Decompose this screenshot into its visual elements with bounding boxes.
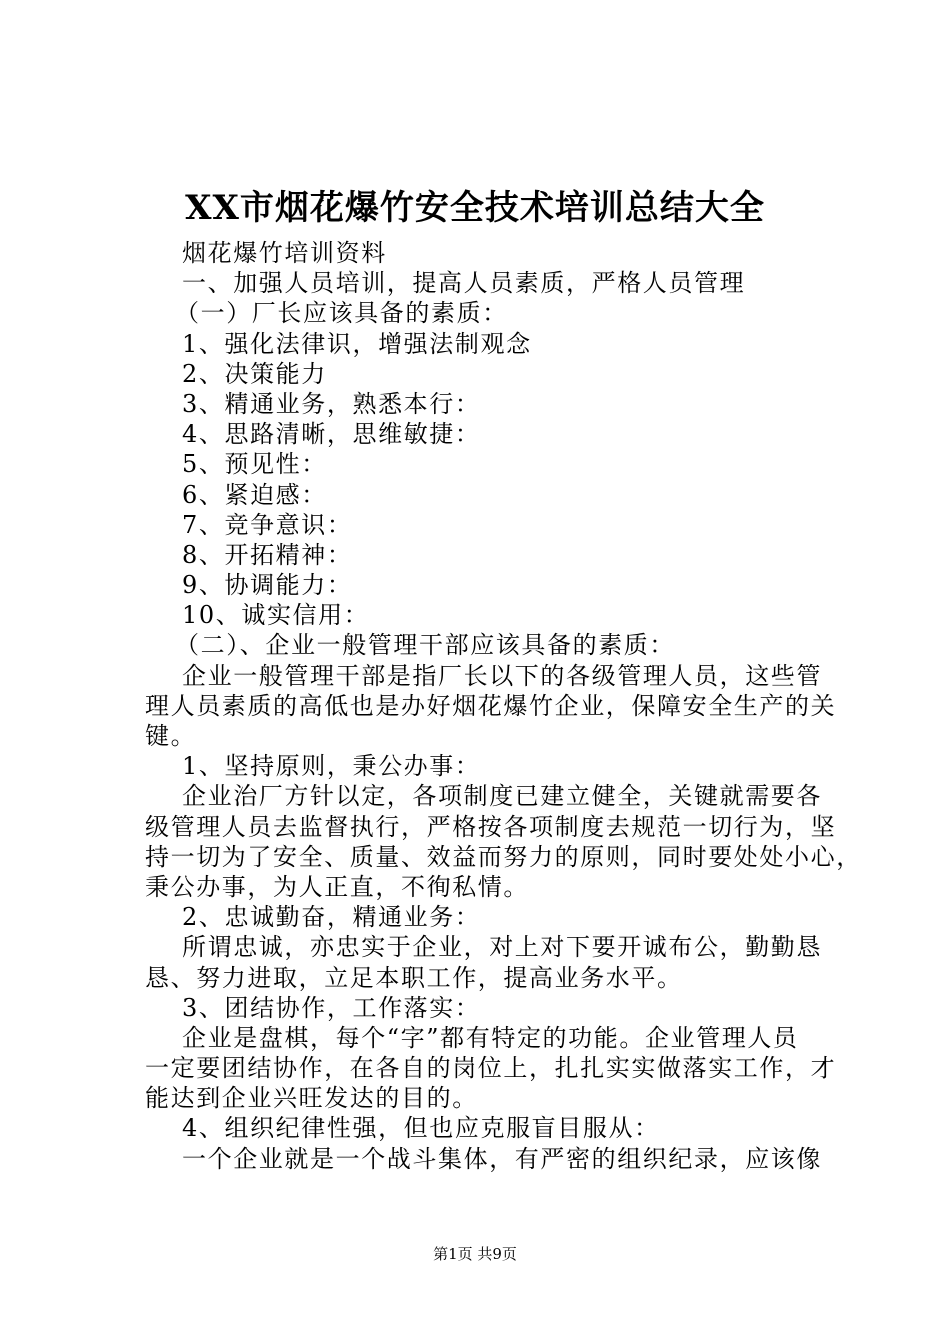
text-line: 键。 bbox=[145, 722, 197, 750]
text-line: 9、协调能力： bbox=[182, 571, 353, 600]
document-title: XX市烟花爆竹安全技术培训总结大全 bbox=[185, 188, 765, 228]
text-line: 8、开拓精神： bbox=[182, 540, 353, 569]
text-line: 企业一般管理干部是指厂长以下的各级管理人员，这些管 bbox=[182, 661, 822, 690]
text-line: 7、竞争意识： bbox=[182, 510, 353, 539]
text-line: 一、加强人员培训，提高人员素质，严格人员管理 bbox=[182, 269, 746, 298]
text-line: 持一切为了安全、质量、效益而努力的原则，同时要处处小心， bbox=[145, 842, 862, 871]
text-line: 10、诚实信用： bbox=[182, 601, 370, 630]
text-line: 一定要团结协作，在各自的岗位上，扎扎实实做落实工作，才 bbox=[145, 1054, 837, 1083]
text-line: 3、团结协作，工作落实： bbox=[182, 993, 481, 1022]
text-line: 秉公办事，为人正直，不徇私情。 bbox=[145, 872, 529, 901]
text-line: 能达到企业兴旺发达的目的。 bbox=[145, 1084, 478, 1113]
text-line: 5、预见性： bbox=[182, 450, 327, 479]
text-line: 所谓忠诚，亦忠实于企业，对上对下要开诚布公，勤勤恳 bbox=[182, 933, 822, 962]
text-line: 企业治厂方针以定，各项制度已建立健全，关键就需要各 bbox=[182, 782, 822, 811]
text-line: 2、决策能力 bbox=[182, 359, 327, 388]
text-line: 4、思路清晰，思维敏捷： bbox=[182, 420, 481, 449]
document-body bbox=[145, 238, 862, 1174]
page-footer: 第1页 共9页 bbox=[433, 1245, 517, 1263]
text-line: 企业是盘棋，每个“字”都有特定的功能。企业管理人员 bbox=[182, 1023, 799, 1052]
text-line: 6、紧迫感： bbox=[182, 480, 327, 509]
text-line: （一）厂长应该具备的素质： bbox=[175, 299, 508, 328]
text-line: 2、忠诚勤奋，精通业务： bbox=[182, 903, 481, 932]
text-line: 一个企业就是一个战斗集体，有严密的组织纪录，应该像 bbox=[182, 1144, 822, 1173]
text-line: 烟花爆竹培训资料 bbox=[182, 239, 387, 267]
text-line: （二）、企业一般管理干部应该具备的素质： bbox=[175, 631, 675, 660]
text-line: 3、精通业务，熟悉本行： bbox=[182, 389, 481, 418]
text-line: 4、组织纪律性强，但也应克服盲目服从： bbox=[182, 1114, 660, 1143]
text-line: 级管理人员去监督执行，严格按各项制度去规范一切行为，坚 bbox=[145, 812, 837, 841]
text-line: 1、强化法律识，增强法制观念 bbox=[182, 329, 532, 358]
text-line: 1、坚持原则，秉公办事： bbox=[182, 752, 481, 781]
text-line: 理人员素质的高低也是办好烟花爆竹企业，保障安全生产的关 bbox=[145, 691, 837, 720]
text-line: 恳、努力进取，立足本职工作，提高业务水平。 bbox=[145, 963, 683, 992]
